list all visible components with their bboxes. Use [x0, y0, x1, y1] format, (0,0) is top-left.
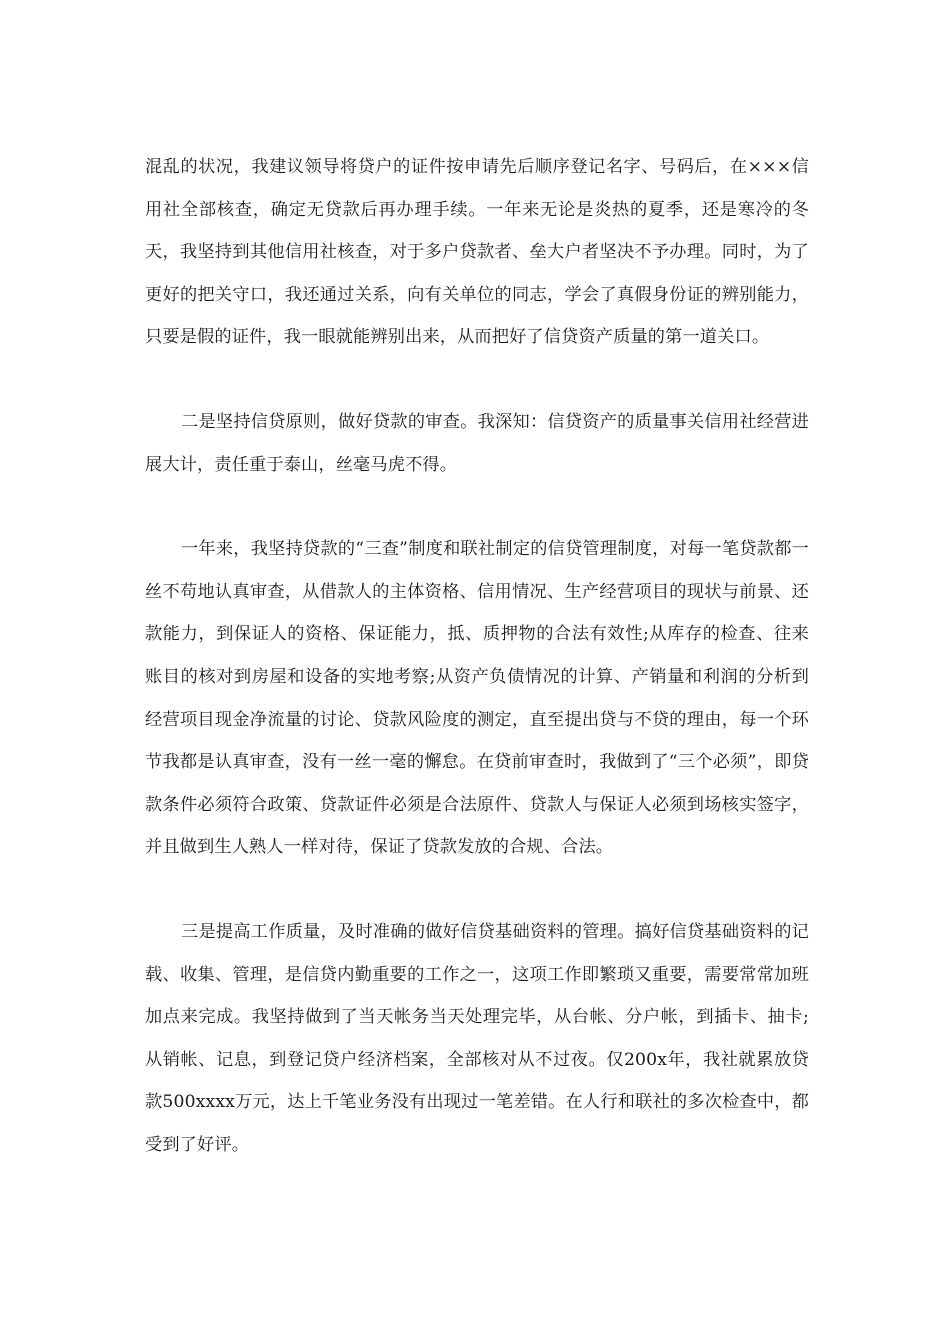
paragraph-4: 三是提高工作质量，及时准确的做好信贷基础资料的管理。搞好信贷基础资料的记载、收集、管理，是信贷内勤重要的工作之一，这项工作即繁琐又重要，需要常常加班加点来完成。我坚持做到了当天帐务当天处理完毕，从台帐、分户帐，到插卡、抽卡;从销帐、记息，到登记贷户经济档案，全部核对从不过夜。仅200x年，我社就累放贷款500xxxx万元，达上千笔业务没有出现过一笔差错。在人行和联社的多次检查中，都受到了好评。	[145, 921, 809, 1155]
paragraph-2: 二是坚持信贷原则，做好贷款的审查。我深知：信贷资产的质量事关信用社经营进展大计，责任重于泰山，丝毫马虎不得。	[145, 411, 809, 475]
paragraph-spacer	[145, 359, 809, 401]
paragraph-3: 一年来，我坚持贷款的“三查”制度和联社制定的信贷管理制度，对每一笔贷款都一丝不苟地认真审查，从借款人的主体资格、信用情况、生产经营项目的现状与前景、还款能力，到保证人的资格、保证能力，抵、质押物的合法有效性;从库存的检查、往来账目的核对到房屋和设备的实地考察;从资产负债情况的计算、产销量和利润的分析到经营项目现金净流量的讨论、贷款风险度的测定，直至提出贷与不贷的理由，每一个环节我都是认真审查，没有一丝一毫的懈怠。在贷前审查时，我做到了“三个必须”，即贷款条件必须符合政策、贷款证件必须是合法原件、贷款人与保证人必须到场核实签字，并且做到生人熟人一样对待，保证了贷款发放的合规、合法。	[145, 539, 809, 858]
document-body	[145, 146, 809, 1166]
paragraph-spacer	[145, 869, 809, 911]
paragraph-spacer	[145, 486, 809, 528]
paragraph-1: 混乱的状况，我建议领导将贷户的证件按申请先后顺序登记名字、号码后，在×××信用社全部核查，确定无贷款后再办理手续。一年来无论是炎热的夏季，还是寒冷的冬天，我坚持到其他信用社核查，对于多户贷款者、垒大户者坚决不予办理。同时，为了更好的把关守口，我还通过关系，向有关单位的同志，学会了真假身份证的辨别能力，只要是假的证件，我一眼就能辨别出来，从而把好了信贷资产质量的第一道关口。	[145, 157, 809, 348]
